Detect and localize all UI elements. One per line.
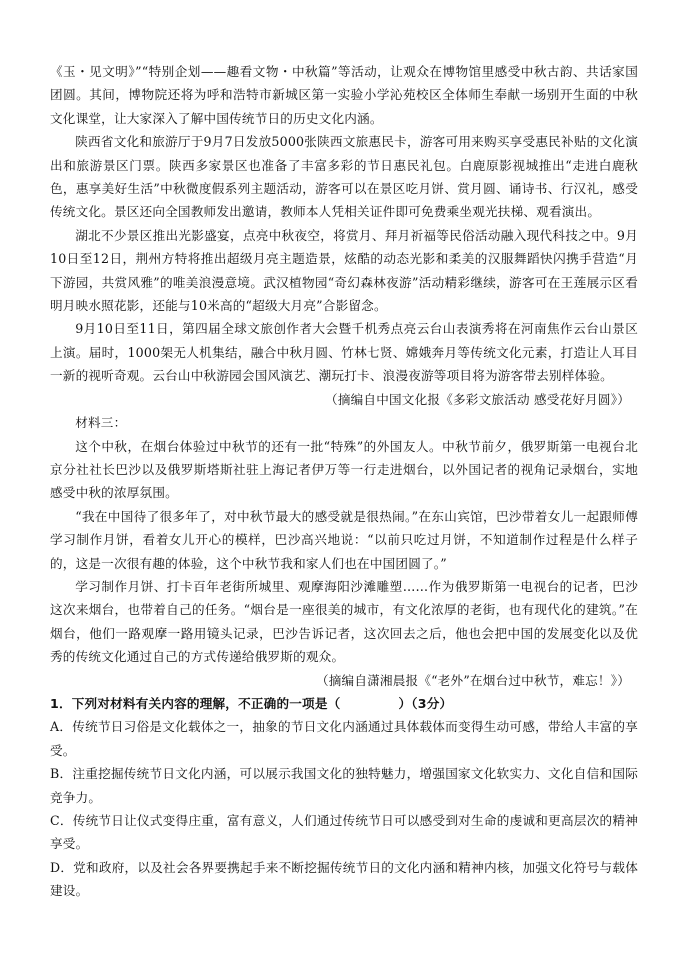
material3-label: 材料三： xyxy=(75,415,127,431)
option-c: C．传统节日让仪式变得庄重，富有意义，人们通过传统节日可以感受到对生命的虔诚和更高层次的精神享受。 xyxy=(50,813,638,852)
material2-paragraph-hubei: 湖北不少景区推出光影盛宴，点亮中秋夜空，将赏月、拜月祈福等民俗活动融入现代科技之中。9月10日至12日，荆州方特将推出超级月亮主题造景，炫酷的动态光影和柔美的汉服舞蹈快闪携手营造“月下游园，共赏风雅”的唯美浪漫意境。武汉植物园“奇幻森林夜游”活动精彩继续，游客可在王莲展示区看明月映水照花影，还能与10米高的“超级大月亮”合影留念。 xyxy=(50,227,638,314)
material2-paragraph-shaanxi: 陕西省文化和旅游厅于9月7日发放5000张陕西文旅惠民卡，游客可用来购买享受惠民补贴的文化演出和旅游景区门票。陕西多家景区也准备了丰富多彩的节日惠民礼包。白鹿原影视城推出“走进白鹿秋色，惠享美好生活”中秋微度假系列主题活动，游客可以在景区吃月饼、赏月圆、诵诗书、行汉礼，感受传统文化。景区还向全国教师发出邀请，教师本人凭相关证件即可免费乘坐观光扶梯、观看演出。 xyxy=(50,134,638,220)
material3-paragraph-1: 这个中秋，在烟台体验过中秋节的还有一批“特殊”的外国友人。中秋节前夕，俄罗斯第一电视台北京分社社长巴沙以及俄罗斯塔斯社驻上海记者伊万等一行走进烟台，以外国记者的视角记录烟台，实地感受中秋的浓厚氛围。 xyxy=(50,438,638,501)
question-1-score: ）（3分） xyxy=(398,695,453,711)
material3-paragraph-2: “我在中国待了很多年了，对中秋节最大的感受就是很热闹。”在东山宾馆，巴沙带着女儿一起跟师傅学习制作月饼，看着女儿开心的模样，巴沙高兴地说：“以前只吃过月饼，不知道制作过程是什么样子的，这是一次很有趣的体验，这个中秋节我和家人们也在中国团圆了。” xyxy=(50,508,638,571)
material2-source: （摘编自中国文化报《多彩文旅活动 感受花好月圆》） xyxy=(325,391,630,407)
option-a: A．传统节日习俗是文化载体之一，抽象的节日文化内涵通过具体载体而变得生动可感，带给人丰富的享受。 xyxy=(50,719,638,758)
question-1-stem-text: 1．下列对材料有关内容的理解，不正确的一项是（ xyxy=(50,695,341,711)
material2-paragraph-continued: 《玉・见文明》”“特别企划——趣看文物・中秋篇”等活动，让观众在博物馆里感受中秋古韵、共话家国团圆。其间，博物院还将为呼和浩特市新城区第一实验小学沁苑校区全体师生奉献一场别开生面的中秋文化课堂，让大家深入了解中国传统节日的历史文化内涵。 xyxy=(50,64,638,126)
option-d: D．党和政府，以及社会各界要携起手来不断挖掘传统节日的文化内涵和精神内核，加强文化符号与载体建设。 xyxy=(50,859,638,899)
question-1-stem xyxy=(50,692,638,715)
material2-paragraph-henan: 9月10日至11日，第四届全球文旅创作者大会暨千机秀点亮云台山表演秀将在河南焦作云台山景区上演。届时，1000架无人机集结，融合中秋月圆、竹林七贤、嫦娥奔月等传统文化元素，打造让人耳目一新的视听奇观。云台山中秋游园会国风演艺、潮玩打卡、浪漫夜游等项目将为游客带去别样体验。 xyxy=(50,321,638,384)
material3-paragraph-3: 学习制作月饼、打卡百年老街所城里、观摩海阳沙滩雕塑……作为俄罗斯第一电视台的记者，巴沙这次来烟台，也带着自己的任务。“烟台是一座很美的城市，有文化浓厚的老街，也有现代化的建筑。”在烟台，他们一路观摩一路用镜头记录，巴沙告诉记者，这次回去之后，他也会把中国的发展变化以及优秀的传统文化通过自己的方式传递给俄罗斯的观众。 xyxy=(50,578,638,665)
option-b: B．注重挖掘传统节日文化内涵，可以展示我国文化的独特魅力，增强国家文化软实力、文化自信和国际竞争力。 xyxy=(50,766,638,805)
material3-source: （摘编自潇湘晨报《“老外”在烟台过中秋节，难忘！》） xyxy=(315,672,630,688)
